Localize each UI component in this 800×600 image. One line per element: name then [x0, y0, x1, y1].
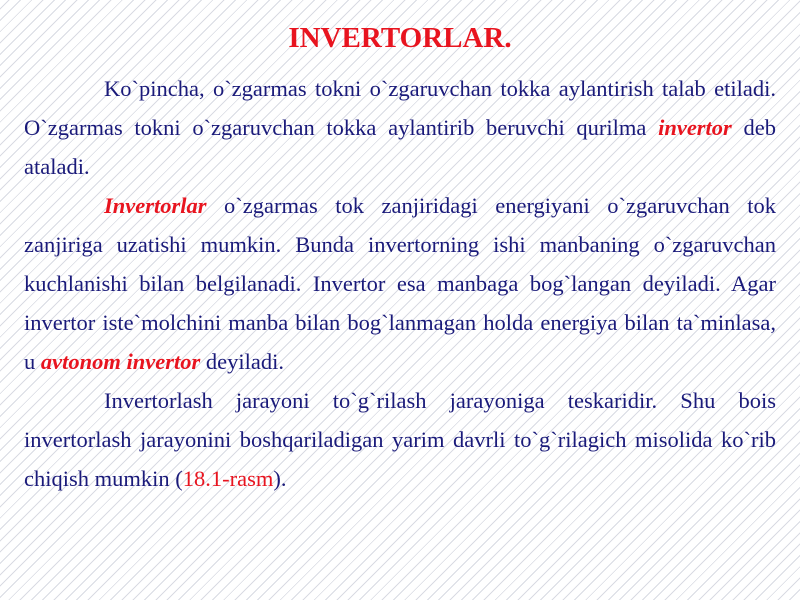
- paragraph-2: [24, 186, 776, 381]
- term-invertorlar: Invertorlar: [104, 193, 207, 218]
- figure-reference: 18.1-rasm: [182, 466, 274, 491]
- paragraph-3: [24, 381, 776, 498]
- paragraph-2-segment-2: o`zgarmas tok zanjiridagi energiyani o`zgaruvchan tok zanjiriga uzatishi mumkin. Bunda invertorning ishi manbaning o`zgaruvchan kuchlanishi bilan belgilanadi. Invertor esa manbaga bog`langan deyiladi. Agar invertor iste`molchini manba bilan bog`lanmagan holda energiya bilan ta`minlasa, u: [24, 193, 776, 374]
- paragraph-1-segment-1: Ko`pincha, o`zgarmas tokni o`zgaruvchan tokka aylantirish talab etiladi. O`zgarmas tokni o`zgaruvchan tokka aylantirib beruvchi qurilma: [24, 76, 776, 140]
- paragraph-3-segment-1: Invertorlash jarayoni to`g`rilash jarayoniga teskaridir. Shu bois invertorlash jarayonini boshqariladigan yarim davrli to`g`rilagich misolida ko`rib chiqish mumkin (: [24, 388, 776, 491]
- term-avtonom-invertor: avtonom invertor: [40, 349, 201, 374]
- slide-title: INVERTORLAR.: [288, 22, 512, 54]
- paragraph-1: [24, 69, 776, 186]
- slide-body: [24, 69, 776, 498]
- paragraph-3-segment-3: ).: [273, 466, 287, 491]
- paragraph-2-segment-4: deyiladi.: [200, 349, 284, 374]
- paragraph-1-segment-3: deb ataladi.: [24, 115, 776, 179]
- term-invertor: invertor: [658, 115, 732, 140]
